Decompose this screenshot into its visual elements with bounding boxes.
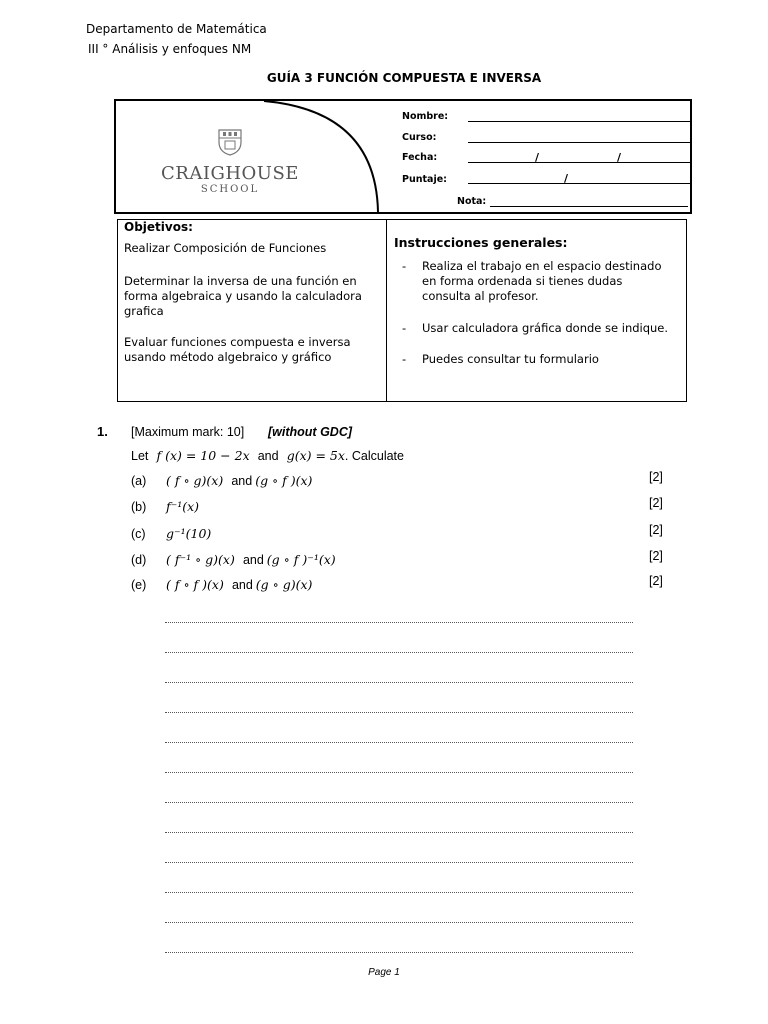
objetivo-item: Determinar la inversa de una función en forma algebraica y usando la calculadora grafica — [124, 274, 362, 318]
part-label: (a) — [131, 474, 147, 488]
department-label: Departamento de Matemática — [86, 22, 267, 36]
fecha-field[interactable] — [468, 162, 692, 163]
instrucciones-title: Instrucciones generales: — [394, 235, 568, 250]
part-expression: ( f ∘ f )(x) — [166, 577, 224, 592]
gdc-note: [without GDC] — [268, 425, 353, 439]
part-and: and — [231, 474, 253, 488]
let-text: Let — [131, 449, 149, 463]
nota-label: Nota: — [457, 196, 487, 207]
puntaje-slash: / — [564, 172, 569, 185]
question-part-a — [131, 470, 312, 489]
part-expression: (g ∘ f )(x) — [255, 473, 313, 488]
fecha-label: Fecha: — [402, 152, 438, 163]
bullet-dash: - — [402, 321, 407, 335]
answer-line[interactable] — [165, 682, 633, 683]
school-crest-icon — [217, 128, 243, 156]
puntaje-field[interactable] — [468, 183, 692, 184]
question-part-e — [131, 574, 312, 593]
question-number: 1. — [97, 424, 108, 439]
bullet-dash: - — [402, 352, 407, 366]
part-expression: (g ∘ f )⁻¹(x) — [266, 552, 336, 567]
part-label: (e) — [131, 578, 147, 592]
and-text: and — [257, 449, 279, 463]
part-marks: [2] — [649, 470, 663, 484]
answer-line[interactable] — [165, 742, 633, 743]
part-and: and — [231, 578, 253, 592]
puntaje-label: Puntaje: — [402, 174, 447, 185]
objetivos-title: Objetivos: — [124, 220, 193, 234]
objectives-divider — [386, 219, 387, 402]
page-title: GUÍA 3 FUNCIÓN COMPUESTA E INVERSA — [266, 71, 542, 85]
part-label: (d) — [131, 553, 147, 567]
part-expression: (g ∘ g)(x) — [255, 577, 313, 592]
instruccion-item: Realiza el trabajo en el espacio destinado en forma ordenada si tienes dudas consulta al profesor. — [422, 259, 662, 303]
fecha-slash-2: / — [617, 151, 622, 164]
question-statement — [131, 445, 404, 464]
objetivo-item: Evaluar funciones compuesta e inversa usando método algebraico y gráfico — [124, 335, 351, 364]
answer-line[interactable] — [165, 892, 633, 893]
part-marks: [2] — [649, 549, 663, 563]
fecha-slash-1: / — [535, 151, 540, 164]
nombre-field[interactable] — [468, 121, 692, 122]
question-part-b — [131, 496, 199, 515]
objetivo-item: Realizar Composición de Funciones — [124, 241, 327, 255]
max-mark: [Maximum mark: 10] — [131, 425, 245, 439]
curso-field[interactable] — [468, 142, 692, 143]
part-expression: g⁻¹(10) — [166, 526, 212, 541]
g-definition: g(x) = 5x — [286, 448, 345, 463]
part-marks: [2] — [649, 574, 663, 588]
school-subtitle: SCHOOL — [200, 184, 260, 195]
question-part-d — [131, 549, 336, 568]
part-expression: ( f⁻¹ ∘ g)(x) — [166, 552, 235, 567]
answer-line[interactable] — [165, 652, 633, 653]
answer-line[interactable] — [165, 712, 633, 713]
calculate-text: . Calculate — [344, 449, 404, 463]
part-marks: [2] — [649, 523, 663, 537]
answer-line[interactable] — [165, 802, 633, 803]
part-label: (b) — [131, 500, 147, 514]
curso-label: Curso: — [402, 132, 437, 143]
answer-line[interactable] — [165, 922, 633, 923]
answer-line[interactable] — [165, 952, 633, 953]
school-logo — [140, 128, 320, 195]
nombre-label: Nombre: — [402, 111, 449, 122]
answer-line[interactable] — [165, 862, 633, 863]
part-marks: [2] — [649, 496, 663, 510]
f-definition: f (x) = 10 − 2x — [156, 448, 250, 463]
instruccion-item: Usar calculadora gráfica donde se indique. — [422, 321, 669, 335]
answer-line[interactable] — [165, 622, 633, 623]
instruccion-item: Puedes consultar tu formulario — [422, 352, 599, 366]
page-number: Page 1 — [368, 967, 400, 978]
part-label: (c) — [131, 527, 146, 541]
nota-field[interactable] — [490, 206, 688, 207]
answer-line[interactable] — [165, 772, 633, 773]
question-part-c — [131, 523, 211, 542]
course-label: III ° Análisis y enfoques NM — [88, 42, 252, 56]
bullet-dash: - — [402, 259, 407, 273]
part-expression: ( f ∘ g)(x) — [166, 473, 224, 488]
answer-line[interactable] — [165, 832, 633, 833]
school-name: CRAIGHOUSE — [161, 163, 299, 184]
part-expression: f⁻¹(x) — [166, 499, 200, 514]
part-and: and — [242, 553, 264, 567]
